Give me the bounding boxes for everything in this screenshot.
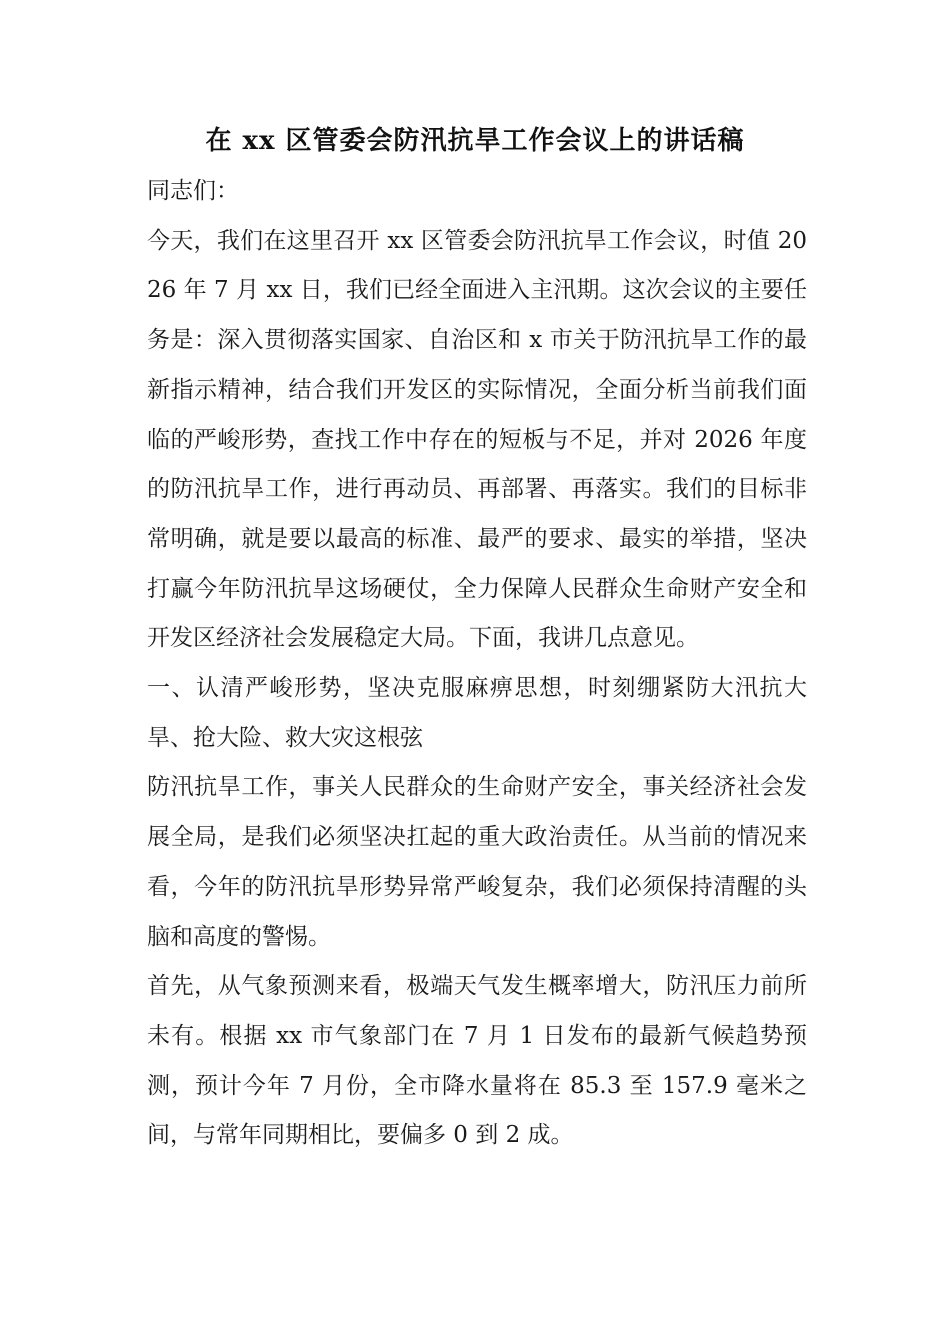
body-paragraph: 防汛抗旱工作，事关人民群众的生命财产安全，事关经济社会发展全局，是我们必须坚决扛起的重大政治责任。从当前的情况来看，今年的防汛抗旱形势异常严峻复杂，我们必须保持清醒的头脑和高度的警惕。 bbox=[147, 774, 807, 950]
document-body bbox=[147, 167, 807, 1161]
salutation-paragraph: 同志们： bbox=[147, 178, 239, 204]
section-heading-1: 一、认清严峻形势，坚决克服麻痹思想，时刻绷紧防大汛抗大旱、抢大险、救大灾这根弦 bbox=[147, 675, 807, 751]
document-title: 在 xx 区管委会防汛抗旱工作会议上的讲话稿 bbox=[205, 126, 745, 156]
intro-paragraph: 今天，我们在这里召开 xx 区管委会防汛抗旱工作会议，时值 2026 年 7 月 xx 日，我们已经全面进入主汛期。这次会议的主要任务是：深入贯彻落实国家、自治区和 x 市关于防汛抗旱工作的最新指示精神，结合我们开发区的实际情况，全面分析当前我们面临的严峻形势，查找工作中存在的短板与不足，并对 2026 年度的防汛抗旱工作，进行再动员、再部署、再落实。我们的目标非常明确，就是要以最高的标准、最严的要求、最实的举措，坚决打赢今年防汛抗旱这场硬仗，全力保障人民群众生命财产安全和开发区经济社会发展稳定大局。下面，我讲几点意见。 bbox=[147, 227, 807, 652]
body-paragraph: 首先，从气象预测来看，极端天气发生概率增大，防汛压力前所未有。根据 xx 市气象部门在 7 月 1 日发布的最新气候趋势预测，预计今年 7 月份，全市降水量将在 85.3 至 157.9 毫米之间，与常年同期相比，要偏多 0 到 2 成。 bbox=[147, 973, 807, 1149]
